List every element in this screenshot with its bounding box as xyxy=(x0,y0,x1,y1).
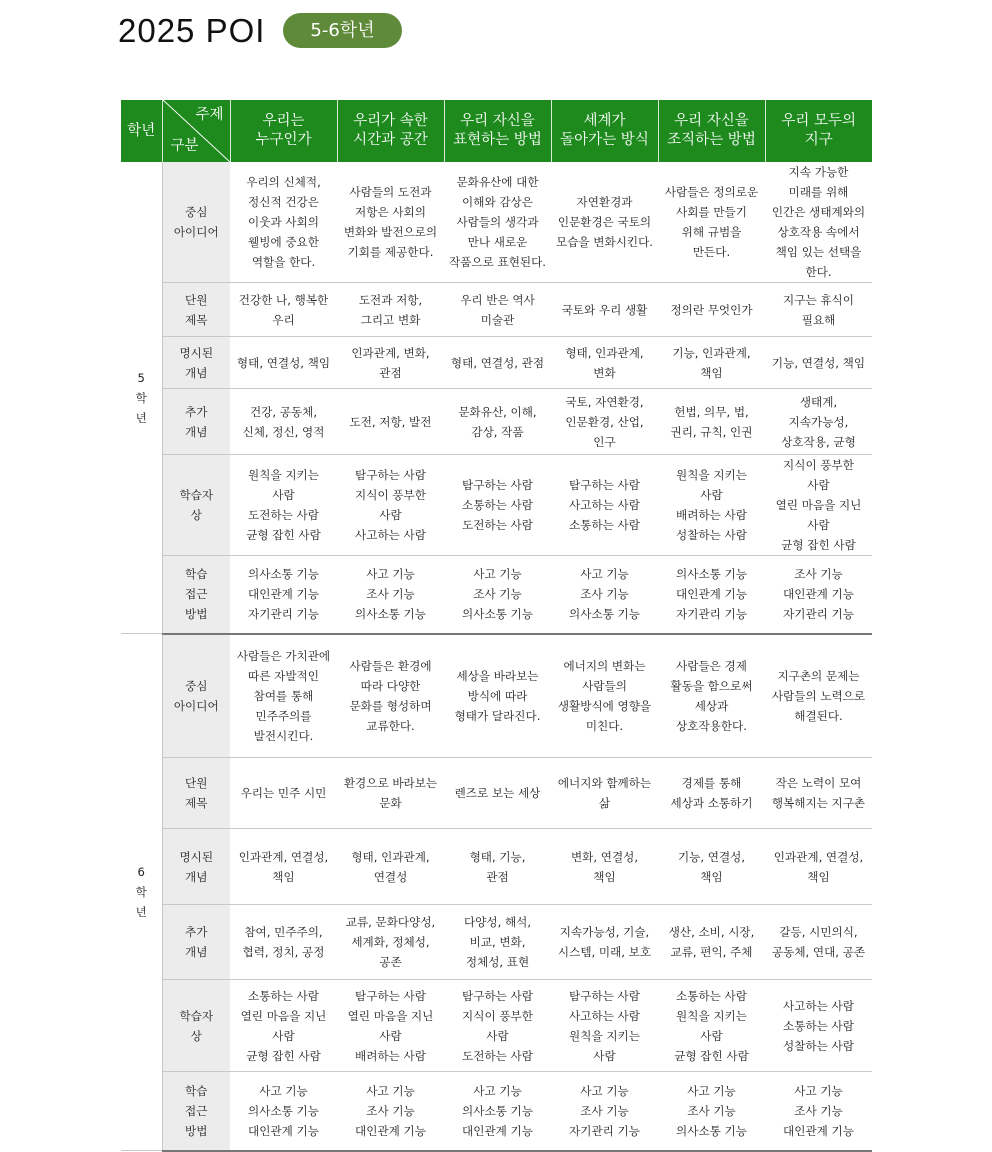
theme-header: 우리가 속한 시간과 공간 xyxy=(337,100,444,162)
table-cell: 문화유산, 이해, 감상, 작품 xyxy=(444,389,551,455)
table-cell: 의사소통 기능 대인관계 기능 자기관리 기능 xyxy=(658,556,765,634)
table-cell: 인과관계, 변화, 관점 xyxy=(337,337,444,389)
theme-header: 우리 모두의 지구 xyxy=(765,100,872,162)
table-cell: 의사소통 기능 대인관계 기능 자기관리 기능 xyxy=(230,556,337,634)
table-cell: 기능, 인과관계, 책임 xyxy=(658,337,765,389)
table-cell: 정의란 무엇인가 xyxy=(658,283,765,337)
table-cell: 경제를 통해 세상과 소통하기 xyxy=(658,758,765,829)
row-category-label: 학습 접근 방법 xyxy=(162,556,230,634)
table-cell: 지식이 풍부한 사람 열린 마음을 지닌 사람 균형 잡힌 사람 xyxy=(765,455,872,556)
table-row xyxy=(121,162,872,283)
table-cell: 지구촌의 문제는 사람들의 노력으로 해결된다. xyxy=(765,634,872,758)
theme-header: 세계가 돌아가는 방식 xyxy=(551,100,658,162)
table-cell: 형태, 연결성, 관점 xyxy=(444,337,551,389)
grade-label: 6 학 년 xyxy=(121,634,162,1151)
table-cell: 국토와 우리 생활 xyxy=(551,283,658,337)
grade-column-header: 학년 xyxy=(121,100,162,162)
table-cell: 우리는 민주 시민 xyxy=(230,758,337,829)
table-cell: 렌즈로 보는 세상 xyxy=(444,758,551,829)
row-category-label: 단원 제목 xyxy=(162,283,230,337)
table-cell: 갈등, 시민의식, 공동체, 연대, 공존 xyxy=(765,905,872,980)
header-row xyxy=(121,100,872,162)
table-cell: 문화유산에 대한 이해와 감상은 사람들의 생각과 만나 새로운 작품으로 표현된다. xyxy=(444,162,551,283)
table-cell: 사고 기능 조사 기능 대인관계 기능 xyxy=(337,1072,444,1151)
table-row xyxy=(121,980,872,1072)
table-cell: 자연환경과 인문환경은 국토의 모습을 변화시킨다. xyxy=(551,162,658,283)
table-cell: 국토, 자연환경, 인문환경, 산업, 인구 xyxy=(551,389,658,455)
table-cell: 형태, 연결성, 책임 xyxy=(230,337,337,389)
table-cell: 조사 기능 대인관계 기능 자기관리 기능 xyxy=(765,556,872,634)
table-cell: 사고 기능 조사 기능 의사소통 기능 xyxy=(551,556,658,634)
table-row xyxy=(121,283,872,337)
theme-header: 우리 자신을 조직하는 방법 xyxy=(658,100,765,162)
table-row xyxy=(121,337,872,389)
table-row xyxy=(121,758,872,829)
table-cell: 소통하는 사람 원칙을 지키는 사람 균형 잡힌 사람 xyxy=(658,980,765,1072)
table-cell: 기능, 연결성, 책임 xyxy=(765,337,872,389)
table-cell: 형태, 인과관계, 연결성 xyxy=(337,829,444,905)
table-cell: 우리의 신체적, 정신적 건강은 이웃과 사회의 웰빙에 중요한 역할을 한다. xyxy=(230,162,337,283)
row-category-label: 중심 아이디어 xyxy=(162,162,230,283)
page-title: 2025 POI xyxy=(118,12,266,49)
theme-header: 우리 자신을 표현하는 방법 xyxy=(444,100,551,162)
table-cell: 형태, 기능, 관점 xyxy=(444,829,551,905)
table-cell: 헌법, 의무, 법, 권리, 규칙, 인권 xyxy=(658,389,765,455)
table-cell: 사고하는 사람 소통하는 사람 성찰하는 사람 xyxy=(765,980,872,1072)
row-category-label: 학습자 상 xyxy=(162,455,230,556)
table-cell: 사고 기능 의사소통 기능 대인관계 기능 xyxy=(230,1072,337,1151)
table-cell: 기능, 연결성, 책임 xyxy=(658,829,765,905)
theme-header: 우리는 누구인가 xyxy=(230,100,337,162)
table-cell: 사람들의 도전과 저항은 사회의 변화와 발전으로의 기회를 제공한다. xyxy=(337,162,444,283)
table-cell: 사람들은 가치관에 따른 자발적인 참여를 통해 민주주의를 발전시킨다. xyxy=(230,634,337,758)
table-row xyxy=(121,1072,872,1151)
table-cell: 형태, 인과관계, 변화 xyxy=(551,337,658,389)
corner-topic-label: 주제 xyxy=(195,107,224,123)
table-row xyxy=(121,829,872,905)
table-cell: 다양성, 해석, 비교, 변화, 정체성, 표현 xyxy=(444,905,551,980)
table-cell: 사고 기능 조사 기능 대인관계 기능 xyxy=(765,1072,872,1151)
corner-header xyxy=(162,100,230,162)
table-cell: 탐구하는 사람 사고하는 사람 원칙을 지키는 사람 xyxy=(551,980,658,1072)
table-cell: 에너지의 변화는 사람들의 생활방식에 영향을 미친다. xyxy=(551,634,658,758)
table-cell: 지속가능성, 기술, 시스템, 미래, 보호 xyxy=(551,905,658,980)
table-cell: 사람들은 환경에 따라 다양한 문화를 형성하며 교류한다. xyxy=(337,634,444,758)
grade-badge: 5-6학년 xyxy=(283,13,402,48)
table-cell: 사고 기능 의사소통 기능 대인관계 기능 xyxy=(444,1072,551,1151)
table-cell: 건강, 공동체, 신체, 정신, 영적 xyxy=(230,389,337,455)
table-cell: 지속 가능한 미래를 위해 인간은 생태계와의 상호작용 속에서 책임 있는 선택을 한다. xyxy=(765,162,872,283)
table-cell: 탐구하는 사람 열린 마음을 지닌 사람 배려하는 사람 xyxy=(337,980,444,1072)
table-cell: 작은 노력이 모여 행복해지는 지구촌 xyxy=(765,758,872,829)
table-row xyxy=(121,634,872,758)
table-cell: 우리 반은 역사 미술관 xyxy=(444,283,551,337)
table-row xyxy=(121,389,872,455)
table-cell: 건강한 나, 행복한 우리 xyxy=(230,283,337,337)
corner-category-label: 구분 xyxy=(170,138,199,154)
table-cell: 탐구하는 사람 소통하는 사람 도전하는 사람 xyxy=(444,455,551,556)
row-category-label: 중심 아이디어 xyxy=(162,634,230,758)
table-cell: 도전, 저항, 발전 xyxy=(337,389,444,455)
table-cell: 소통하는 사람 열린 마음을 지닌 사람 균형 잡힌 사람 xyxy=(230,980,337,1072)
table-cell: 사고 기능 조사 기능 의사소통 기능 xyxy=(444,556,551,634)
table-cell: 사고 기능 조사 기능 의사소통 기능 xyxy=(658,1072,765,1151)
table-cell: 원칙을 지키는 사람 배려하는 사람 성찰하는 사람 xyxy=(658,455,765,556)
row-category-label: 추가 개념 xyxy=(162,389,230,455)
row-category-label: 명시된 개념 xyxy=(162,829,230,905)
table-cell: 원칙을 지키는 사람 도전하는 사람 균형 잡힌 사람 xyxy=(230,455,337,556)
table-cell: 세상을 바라보는 방식에 따라 형태가 달라진다. xyxy=(444,634,551,758)
table-cell: 생태계, 지속가능성, 상호작용, 균형 xyxy=(765,389,872,455)
table-cell: 지구는 휴식이 필요해 xyxy=(765,283,872,337)
row-category-label: 단원 제목 xyxy=(162,758,230,829)
table-cell: 인과관계, 연결성, 책임 xyxy=(765,829,872,905)
table-cell: 사람들은 정의로운 사회를 만들기 위해 규범을 만든다. xyxy=(658,162,765,283)
poi-table xyxy=(121,100,872,1152)
row-category-label: 추가 개념 xyxy=(162,905,230,980)
table-cell: 탐구하는 사람 지식이 풍부한 사람 도전하는 사람 xyxy=(444,980,551,1072)
grade-label: 5 학 년 xyxy=(121,162,162,634)
table-cell: 에너지와 함께하는 삶 xyxy=(551,758,658,829)
table-cell: 도전과 저항, 그리고 변화 xyxy=(337,283,444,337)
table-cell: 인과관계, 연결성, 책임 xyxy=(230,829,337,905)
table-row xyxy=(121,905,872,980)
table-cell: 환경으로 바라보는 문화 xyxy=(337,758,444,829)
table-row xyxy=(121,455,872,556)
row-category-label: 학습자 상 xyxy=(162,980,230,1072)
table-cell: 사람들은 경제 활동을 함으로써 세상과 상호작용한다. xyxy=(658,634,765,758)
table-cell: 사고 기능 조사 기능 의사소통 기능 xyxy=(337,556,444,634)
table-cell: 탐구하는 사람 사고하는 사람 소통하는 사람 xyxy=(551,455,658,556)
table-row xyxy=(121,556,872,634)
table-cell: 사고 기능 조사 기능 자기관리 기능 xyxy=(551,1072,658,1151)
table-cell: 생산, 소비, 시장, 교류, 편익, 주체 xyxy=(658,905,765,980)
table-cell: 참여, 민주주의, 협력, 정치, 공정 xyxy=(230,905,337,980)
table-cell: 교류, 문화다양성, 세계화, 정체성, 공존 xyxy=(337,905,444,980)
table-cell: 탐구하는 사람 지식이 풍부한 사람 사고하는 사람 xyxy=(337,455,444,556)
row-category-label: 명시된 개념 xyxy=(162,337,230,389)
row-category-label: 학습 접근 방법 xyxy=(162,1072,230,1151)
table-cell: 변화, 연결성, 책임 xyxy=(551,829,658,905)
